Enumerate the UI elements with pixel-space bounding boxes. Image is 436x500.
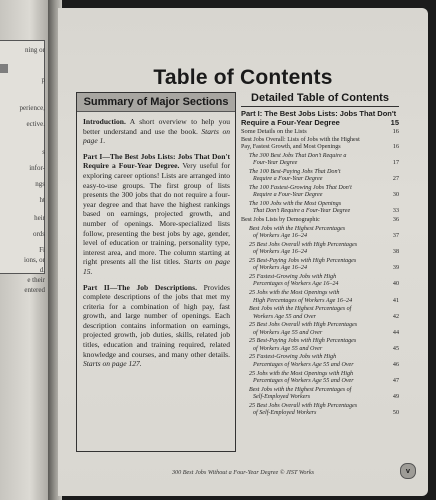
left-page-line: ning or xyxy=(24,46,45,54)
toc-entry-title: Best Jobs Lists by Demographic xyxy=(241,217,320,224)
summary-text: A short overview to help you better understand and use the book. xyxy=(83,117,230,136)
summary-body xyxy=(77,112,235,369)
part-title-page: 15 xyxy=(390,118,399,127)
toc-entry-continuation: of Workers Age 16–24 xyxy=(253,265,307,272)
toc-entry-title: Some Details on the Lists xyxy=(241,128,307,135)
left-page-line: infor- xyxy=(29,164,45,172)
toc-entry-page: 30 xyxy=(392,192,399,199)
left-page-line: d. xyxy=(39,266,45,274)
toc-entry xyxy=(241,201,399,216)
summary-paragraph-intro xyxy=(83,117,230,146)
toc-entry-title: Best Jobs with the Highest Percentages xyxy=(249,225,346,232)
toc-entry-continuation: of Workers Age 16–24 xyxy=(253,249,307,256)
left-page-line: entered xyxy=(24,286,45,294)
summary-page-ref: Starts on page 1. xyxy=(83,126,230,146)
toc-entry-title: 25 Jobs with the Most Openings with High xyxy=(249,370,354,377)
toc-entry xyxy=(241,387,399,402)
toc-entry-continuation: Workers Age 55 and Over xyxy=(253,313,316,320)
toc-entry-continuation: Pay, Fastest Growth, and Most Openings xyxy=(241,144,341,151)
toc-entry xyxy=(241,169,399,184)
toc-entry-title: 25 Jobs with the Most Openings with xyxy=(249,290,340,297)
toc-entry-title: 25 Best Jobs Overall with High Percentages xyxy=(249,322,358,329)
detailed-toc-heading: Detailed Table of Contents xyxy=(241,92,399,107)
summary-box xyxy=(76,92,236,452)
toc-entry-page: 42 xyxy=(392,313,399,320)
left-page-line: ords xyxy=(32,230,45,238)
toc-entry-title: The 100 Jobs with the Most Openings xyxy=(249,200,342,207)
toc-entry-continuation: Percentages of Workers Age 55 and Over xyxy=(253,378,354,384)
toc-entry-page: 45 xyxy=(392,345,399,352)
toc-entry-title: 25 Fastest-Growing Jobs with High xyxy=(249,273,337,280)
toc-entry-continuation: High Percentages of Workers Age 16–24 xyxy=(253,297,353,304)
summary-lead: Part II—The Job Descriptions. xyxy=(83,282,197,292)
toc-entry-continuation: That Don't Require a Four-Year Degree xyxy=(253,208,351,215)
toc-entry-title: 25 Best Jobs Overall with High Percentages xyxy=(249,402,358,409)
toc-entry xyxy=(241,137,399,152)
summary-paragraph-part2 xyxy=(83,283,230,369)
toc-entry-page: 16 xyxy=(392,144,399,151)
toc-entry-page: 41 xyxy=(392,297,399,304)
toc-entry-title: The 100 Best-Paying Jobs That Don't xyxy=(249,168,341,175)
left-page-line: e their xyxy=(27,276,45,284)
left-page-sidebar-box xyxy=(0,40,45,274)
toc-entry-list xyxy=(241,128,399,418)
toc-entry-continuation: of Workers Age 55 and Over xyxy=(253,345,323,352)
toc-entry xyxy=(241,290,399,305)
toc-entry xyxy=(241,242,399,257)
left-page-line: perience, xyxy=(19,104,45,112)
left-page xyxy=(0,0,50,500)
left-page-marker xyxy=(0,64,8,73)
toc-entry xyxy=(241,226,399,241)
toc-entry-title: 25 Best-Paying Jobs with High Percentages xyxy=(249,338,357,345)
summary-heading: Summary of Major Sections xyxy=(77,93,235,112)
toc-entry xyxy=(241,403,399,418)
left-page-line: s xyxy=(42,148,45,156)
summary-lead: Part I—The Best Jobs Lists: Jobs That Don't Require a Four-Year Degree. xyxy=(83,151,230,171)
left-page-line: ions, or xyxy=(24,256,45,264)
toc-entry-page: 36 xyxy=(392,217,399,224)
left-page-line: ngs xyxy=(35,180,45,188)
toc-entry-page: 40 xyxy=(392,281,399,288)
toc-entry-page: 37 xyxy=(392,233,399,240)
toc-entry xyxy=(241,274,399,289)
toc-entry xyxy=(241,322,399,337)
toc-entry-page: 44 xyxy=(392,329,399,336)
toc-entry xyxy=(241,371,399,386)
summary-text: Very useful for exploring career options! Lists are arranged into easy-to-use groups. The first group of lists presents the 300 jobs that do not require a four-year degree and that have the highest rankings based on earnings, projected growth, and number of openings. More-specialized lists follow, presenting the best jobs by age, gender, level of education or training, personality type, interest area, and more. The column starting at right presents all the list titles. xyxy=(83,161,230,267)
part-title-text: Part I: The Best Jobs Lists: Jobs That Don't Require a Four-Year Degree xyxy=(241,109,397,127)
page-number: v xyxy=(400,463,416,479)
toc-entry-page: 49 xyxy=(392,394,399,401)
toc-page xyxy=(58,8,428,496)
summary-page-ref: Starts on page 15. xyxy=(83,257,231,276)
left-page-line: ective. xyxy=(26,120,45,128)
toc-entry-title: 25 Best-Paying Jobs with High Percentages xyxy=(249,257,357,264)
toc-entry-page: 17 xyxy=(392,160,399,167)
summary-text: Provides complete descriptions of the jobs that met my criteria for a combination of high pay, fast growth, and large number of openings. Each description contains information on earnings, projected growth, job duties, skills, related job titles, education and training required, related knowledge and courses, and many other details. xyxy=(83,282,230,359)
toc-entry xyxy=(241,128,399,136)
toc-entry-continuation: Require a Four-Year Degree xyxy=(253,192,323,199)
toc-entry xyxy=(241,338,399,353)
summary-page-ref: Starts on page 127. xyxy=(83,359,142,369)
summary-lead: Introduction. xyxy=(83,117,126,126)
toc-entry-title: 25 Fastest-Growing Jobs with High xyxy=(249,354,337,361)
left-page-line: Fi xyxy=(39,246,45,254)
toc-entry-continuation: Four-Year Degree xyxy=(253,160,298,167)
part-title xyxy=(241,109,399,127)
left-page-line: heir xyxy=(34,214,45,222)
toc-entry-continuation: Self-Employed Workers xyxy=(253,394,311,401)
toc-entry-continuation: Percentages of Workers Age 16–24 xyxy=(253,281,339,288)
toc-entry xyxy=(241,354,399,369)
page-footer: 300 Best Jobs Without a Four-Year Degree © JIST Works xyxy=(171,469,315,476)
toc-entry-page: 39 xyxy=(392,265,399,272)
toc-entry-continuation: Percentages of Workers Age 55 and Over xyxy=(253,361,354,368)
detailed-toc xyxy=(241,92,399,442)
toc-entry xyxy=(241,185,399,200)
toc-entry-title: The 100 Fastest-Growing Jobs That Don't xyxy=(249,184,352,191)
toc-entry-page: 46 xyxy=(392,361,399,368)
toc-entry-title: 25 Best Jobs Overall with High Percentages xyxy=(249,241,358,248)
toc-entry-title: Best Jobs with the Highest Percentages of xyxy=(249,306,352,313)
toc-entry-page: 38 xyxy=(392,249,399,256)
toc-entry-continuation: of Self-Employed Workers xyxy=(253,410,317,417)
left-page-line: p xyxy=(41,76,45,84)
toc-entry-page: 27 xyxy=(392,176,399,183)
toc-entry xyxy=(241,217,399,225)
toc-entry-title: The 300 Best Jobs That Don't Require a xyxy=(249,152,347,159)
summary-paragraph-part1 xyxy=(83,152,230,277)
toc-entry-title: Best Jobs with the Highest Percentages of xyxy=(249,386,352,393)
left-page-line: ht xyxy=(39,196,45,204)
toc-entry xyxy=(241,258,399,273)
toc-entry-page: 50 xyxy=(392,410,399,417)
toc-entry-page: 16 xyxy=(392,128,399,135)
toc-entry xyxy=(241,306,399,321)
toc-entry-continuation: Require a Four-Year Degree xyxy=(253,176,323,183)
toc-entry-continuation: of Workers Age 16–24 xyxy=(253,233,307,240)
toc-entry-continuation: of Workers Age 55 and Over xyxy=(253,329,323,336)
page-title: Table of Contents xyxy=(153,66,333,89)
toc-entry-page: 33 xyxy=(392,208,399,215)
toc-entry xyxy=(241,153,399,168)
toc-entry-page: 47 xyxy=(392,378,399,384)
toc-entry-title: Best Jobs Overall: Lists of Jobs with the Highest xyxy=(241,136,360,143)
